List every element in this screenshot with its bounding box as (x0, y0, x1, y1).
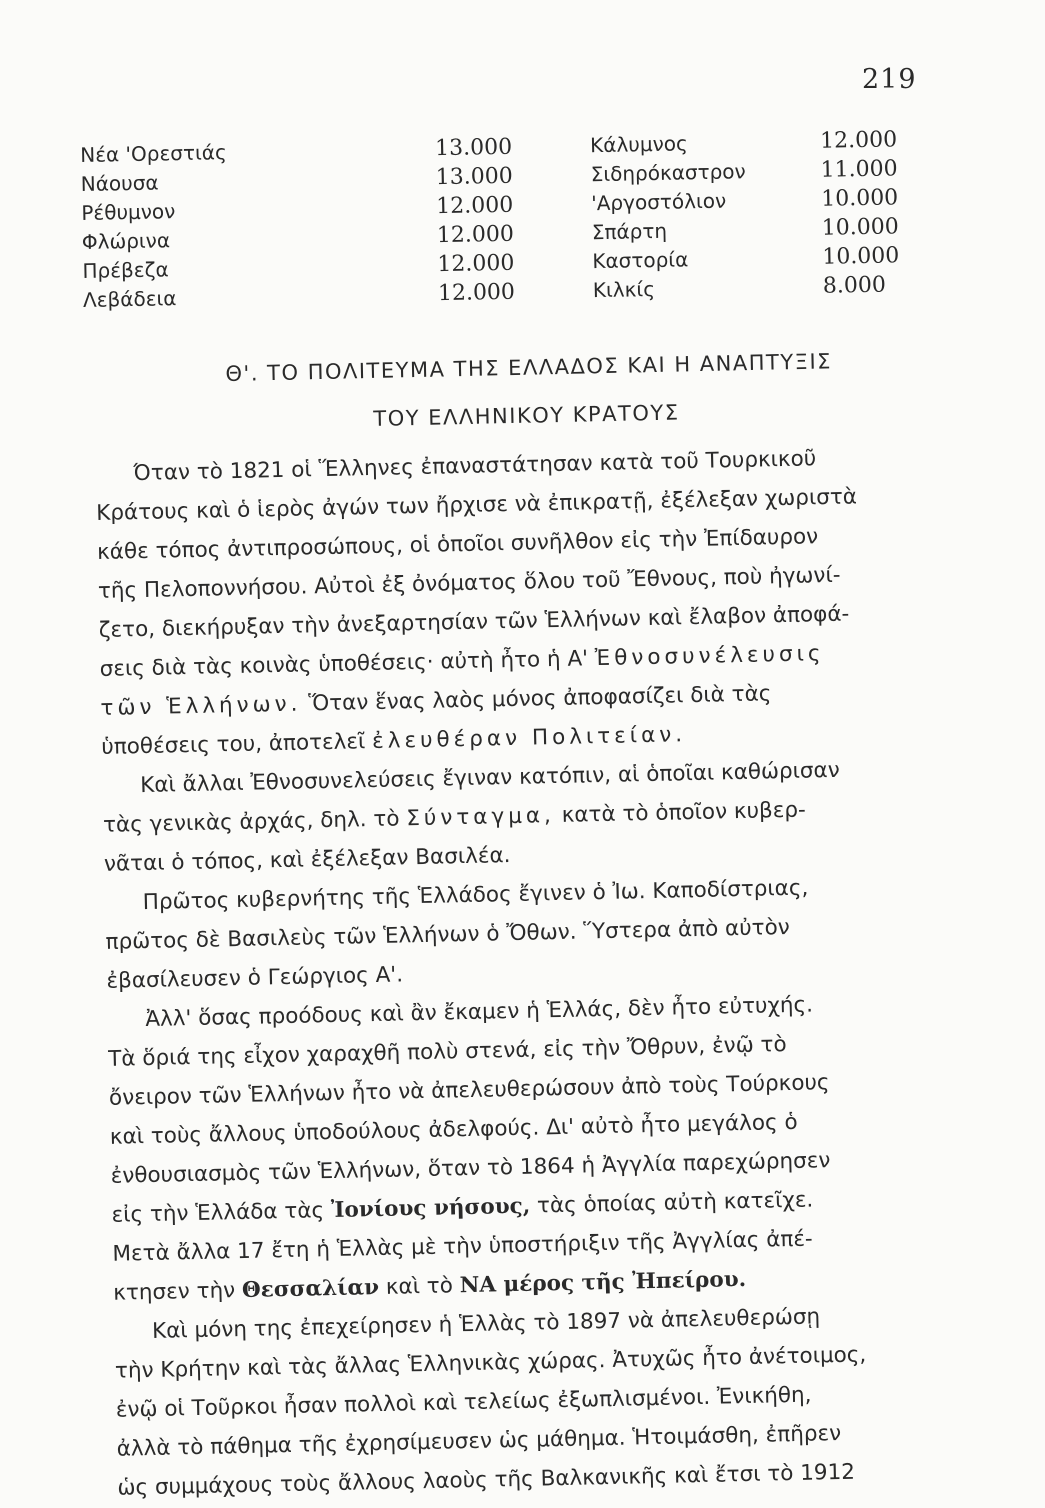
text-segment: ὑποθέσεις του, ἀποτελεῖ (101, 729, 366, 760)
text-line: Καὶ ἄλλαι Ἐθνοσυνελεύσεις ἔγιναν κατόπιν, αἱ ὁποῖαι καθώρισαν (139, 757, 840, 799)
text-line: Μετὰ ἄλλα 17 ἔτη ἡ Ἑλλὰς μὲ τὴν ὑποστήριξιν τῆς Ἀγγλίας ἀπέ- (112, 1226, 813, 1267)
town-population: 12.000 (819, 127, 898, 154)
section-title-line: ΤΟΥ ΕΛΛΗΝΙΚΟΥ ΚΡΑΤΟΥΣ (373, 400, 680, 431)
text-line: καὶ τοὺς ἄλλους ὑποδούλους ἀδελφούς. Δι' αὐτὸ ἦτο μεγάλος ὁ (109, 1109, 798, 1150)
town-population: 13.000 (434, 134, 513, 162)
text-line: Τὰ ὅριά της εἶχον χαραχθῆ πολὺ στενά, εἰς τὴν Ὄθρυν, ἐνῷ τὸ (107, 1032, 787, 1072)
text-line: Ἀλλ' ὅσας προόδους καὶ ἂν ἔκαμεν ἡ Ἑλλάς, δὲν ἦτο εὐτυχής. (145, 992, 814, 1033)
town-name: Φλώρινα (81, 228, 171, 254)
text-segment: κτησεν τὴν (113, 1278, 236, 1306)
text-line: πρῶτος δὲ Βασιλεὺς τῶν Ἑλλήνων ὁ Ὄθων. Ὕστερα ἀπὸ αὐτὸν (105, 914, 791, 955)
text-line: ὄνειρον τῶν Ἑλλήνων ἦτο νὰ ἀπελευθερώσουν ἀπὸ τοὺς Τούρκους (108, 1070, 830, 1111)
text-line: τῆς Πελοποννήσου. Αὐτοὶ ἐξ ὀνόματος ὅλου τοῦ Ἔθνους, ποὺ ἠγωνί- (97, 562, 841, 604)
page-number: 219 (862, 64, 917, 95)
town-population: 12.000 (436, 192, 514, 220)
town-name: 'Αργοστόλιον (591, 188, 727, 216)
text-segment: κατὰ τὸ ὁποῖον κυβερ- (561, 797, 807, 828)
text-segment: τὰς γενικὰς ἀρχάς, δηλ. τὸ (102, 806, 400, 838)
town-name: Νάουσα (80, 170, 159, 196)
text-segment: σεις διὰ τὰς κοινὰς ὑποθέσεις· αὐτὴ ἦτο ἡ Α' (99, 646, 589, 682)
town-population: 10.000 (822, 243, 900, 270)
text-segment: καὶ τὸ (385, 1273, 454, 1300)
town-population: 11.000 (820, 156, 898, 183)
town-population: 12.000 (437, 250, 515, 278)
emphasized-term: Σύνταγμα, (406, 803, 556, 832)
text-segment: τὰς ὁποίας αὐτὴ κατεῖχε. (536, 1187, 814, 1219)
text-segment: Ὅταν ἕνας λαὸς μόνος ἀποφασίζει διὰ τὰς (308, 681, 772, 717)
town-name: Νέα 'Ορεστιάς (80, 140, 227, 167)
town-name: Λεβάδεια (82, 286, 177, 312)
text-line: ἐβασίλευσεν ὁ Γεώργιος Α'. (106, 962, 404, 994)
town-name: Σπάρτη (591, 218, 668, 245)
town-name: Κάλυμνος (589, 131, 688, 158)
text-line: νᾶται ὁ τόπος, καὶ ἐξέλεξαν Βασιλέα. (103, 843, 511, 877)
town-population: 8.000 (822, 272, 887, 299)
text-line: ἀλλὰ τὸ πάθημα τῆς ἐχρησίμευσεν ὡς μάθημα. Ἡτοιμάσθη, ἐπῆρεν (116, 1420, 842, 1462)
text-line: Πρῶτος κυβερνήτης τῆς Ἑλλάδος ἔγινεν ὁ Ἰω. Καποδίστριας, (142, 875, 809, 916)
town-population-table (80, 127, 904, 343)
text-line: ζετο, διεκήρυξαν τὴν ἀνεξαρτησίαν τῶν Ἑλλήνων καὶ ἔλαβον ἀποφά- (98, 601, 850, 643)
town-population: 12.000 (436, 221, 515, 249)
town-population: 10.000 (820, 185, 899, 212)
text-line: ἐνθουσιασμὸς τῶν Ἑλλήνων, ὅταν τὸ 1864 ἡ Ἀγγλία παρεχώρησεν (110, 1148, 831, 1189)
bold-place-name: Θεσσαλίαν (241, 1275, 380, 1303)
town-name: Σιδηρόκαστρον (590, 159, 746, 187)
text-line: Κράτους καὶ ὁ ἱερὸς ἀγών των ἤρχισε νὰ ἐπικρατῇ, ἐξέλεξαν χωριστὰ (96, 484, 858, 526)
text-line: ἐνῷ οἱ Τοῦρκοι ἦσαν πολλοὶ καὶ τελείως ἐξωπλισμένοι. Ἐνικήθη, (115, 1382, 812, 1423)
town-population: 12.000 (437, 279, 516, 307)
body-text (95, 437, 958, 1508)
text-segment: εἰς τὴν Ἑλλάδα τὰς (111, 1198, 325, 1228)
emphasized-term: Ἐθνοσυνέλευσις (594, 641, 825, 672)
text-line: τὴν Κρήτην καὶ τὰς ἄλλας Ἑλληνικὰς χώρας. Ἀτυχῶς ἦτο ἀνέτοιμος, (114, 1342, 867, 1384)
emphasized-term: τῶν Ἑλλήνων. (100, 691, 302, 721)
bold-place-name: ΝΑ μέρος τῆς Ἠπείρου. (459, 1266, 747, 1299)
town-name: Πρέβεζα (82, 257, 169, 283)
section-title-line: Θ'. ΤΟ ΠΟΛΙΤΕΥΜΑ ΤΗΣ ΕΛΛΑΔΟΣ ΚΑΙ Η ΑΝΑΠΤΥΞΙΣ (225, 349, 833, 386)
town-population: 13.000 (435, 163, 513, 191)
town-name: Καστορία (592, 247, 689, 274)
town-name: Κιλκίς (592, 276, 656, 303)
text-line: ὡς συμμάχους τοὺς ἄλλους λαοὺς τῆς Βαλκανικῆς καὶ ἔτσι τὸ 1912 (117, 1459, 856, 1501)
town-name: Ρέθυμνον (81, 199, 176, 225)
emphasized-term: ἐλευθέραν Πολιτείαν. (371, 722, 687, 755)
town-population: 10.000 (821, 214, 899, 241)
section-title (225, 337, 833, 446)
text-line: Όταν τὸ 1821 οἱ Ἕλληνες ἐπαναστάτησαν κατὰ τοῦ Τουρκικοῦ (133, 446, 817, 487)
text-line: κάθε τόπος ἀντιπροσώπους, οἱ ὁποῖοι συνῆλθον εἰς τὴν Ἐπίδαυρον (96, 524, 819, 565)
bold-place-name: Ἰονίους νήσους, (330, 1193, 531, 1224)
text-line: Καὶ μόνη της ἐπεχείρησεν ἡ Ἑλλὰς τὸ 1897 νὰ ἀπελευθερώσῃ (151, 1304, 821, 1344)
